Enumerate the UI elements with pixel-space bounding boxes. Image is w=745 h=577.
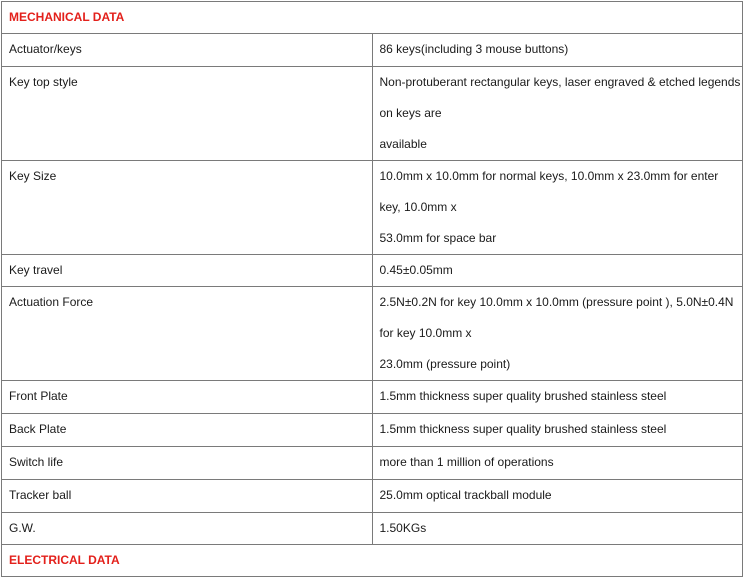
value-line: available [379,137,427,151]
row-value-back-plate: 1.5mm thickness super quality brushed stainless steel [372,414,743,447]
table-row [2,161,743,255]
row-label-key-travel: Key travel [2,255,373,287]
table-row [2,255,743,287]
row-label-gw: G.W. [2,513,373,545]
value-line: Non-protuberant rectangular keys, laser engraved & etched legends on keys are [379,75,741,120]
row-value-gw: 1.50KGs [372,513,743,545]
row-label-back-plate: Back Plate [2,414,373,447]
table-row [2,34,743,67]
row-label-key-size: Key Size [2,161,373,255]
value-line: 23.0mm (pressure point) [379,357,511,371]
spec-table [1,1,743,577]
row-value-key-travel: 0.45±0.05mm [372,255,743,287]
section-heading-mechanical: MECHANICAL DATA [2,2,743,34]
value-line: 53.0mm for space bar [379,231,497,245]
row-value-key-top-style [372,67,743,161]
row-value-tracker-ball: 25.0mm optical trackball module [372,480,743,513]
section-row-electrical [2,545,743,577]
row-value-actuator-keys: 86 keys(including 3 mouse buttons) [372,34,743,67]
row-label-front-plate: Front Plate [2,381,373,414]
table-row [2,447,743,480]
row-label-actuation-force: Actuation Force [2,287,373,381]
row-label-tracker-ball: Tracker ball [2,480,373,513]
row-label-switch-life: Switch life [2,447,373,480]
section-heading-electrical: ELECTRICAL DATA [2,545,743,577]
table-row [2,414,743,447]
row-label-key-top-style: Key top style [2,67,373,161]
row-label-actuator-keys: Actuator/keys [2,34,373,67]
row-value-front-plate: 1.5mm thickness super quality brushed stainless steel [372,381,743,414]
table-row [2,287,743,381]
section-row-mechanical [2,2,743,34]
table-row [2,480,743,513]
table-row [2,67,743,161]
table-row [2,513,743,545]
row-value-switch-life: more than 1 million of operations [372,447,743,480]
table-row [2,381,743,414]
value-line: 2.5N±0.2N for key 10.0mm x 10.0mm (pressure point ), 5.0N±0.4N for key 10.0mm x [379,295,734,340]
value-line: 10.0mm x 10.0mm for normal keys, 10.0mm x 23.0mm for enter key, 10.0mm x [379,169,719,214]
row-value-key-size [372,161,743,255]
row-value-actuation-force [372,287,743,381]
